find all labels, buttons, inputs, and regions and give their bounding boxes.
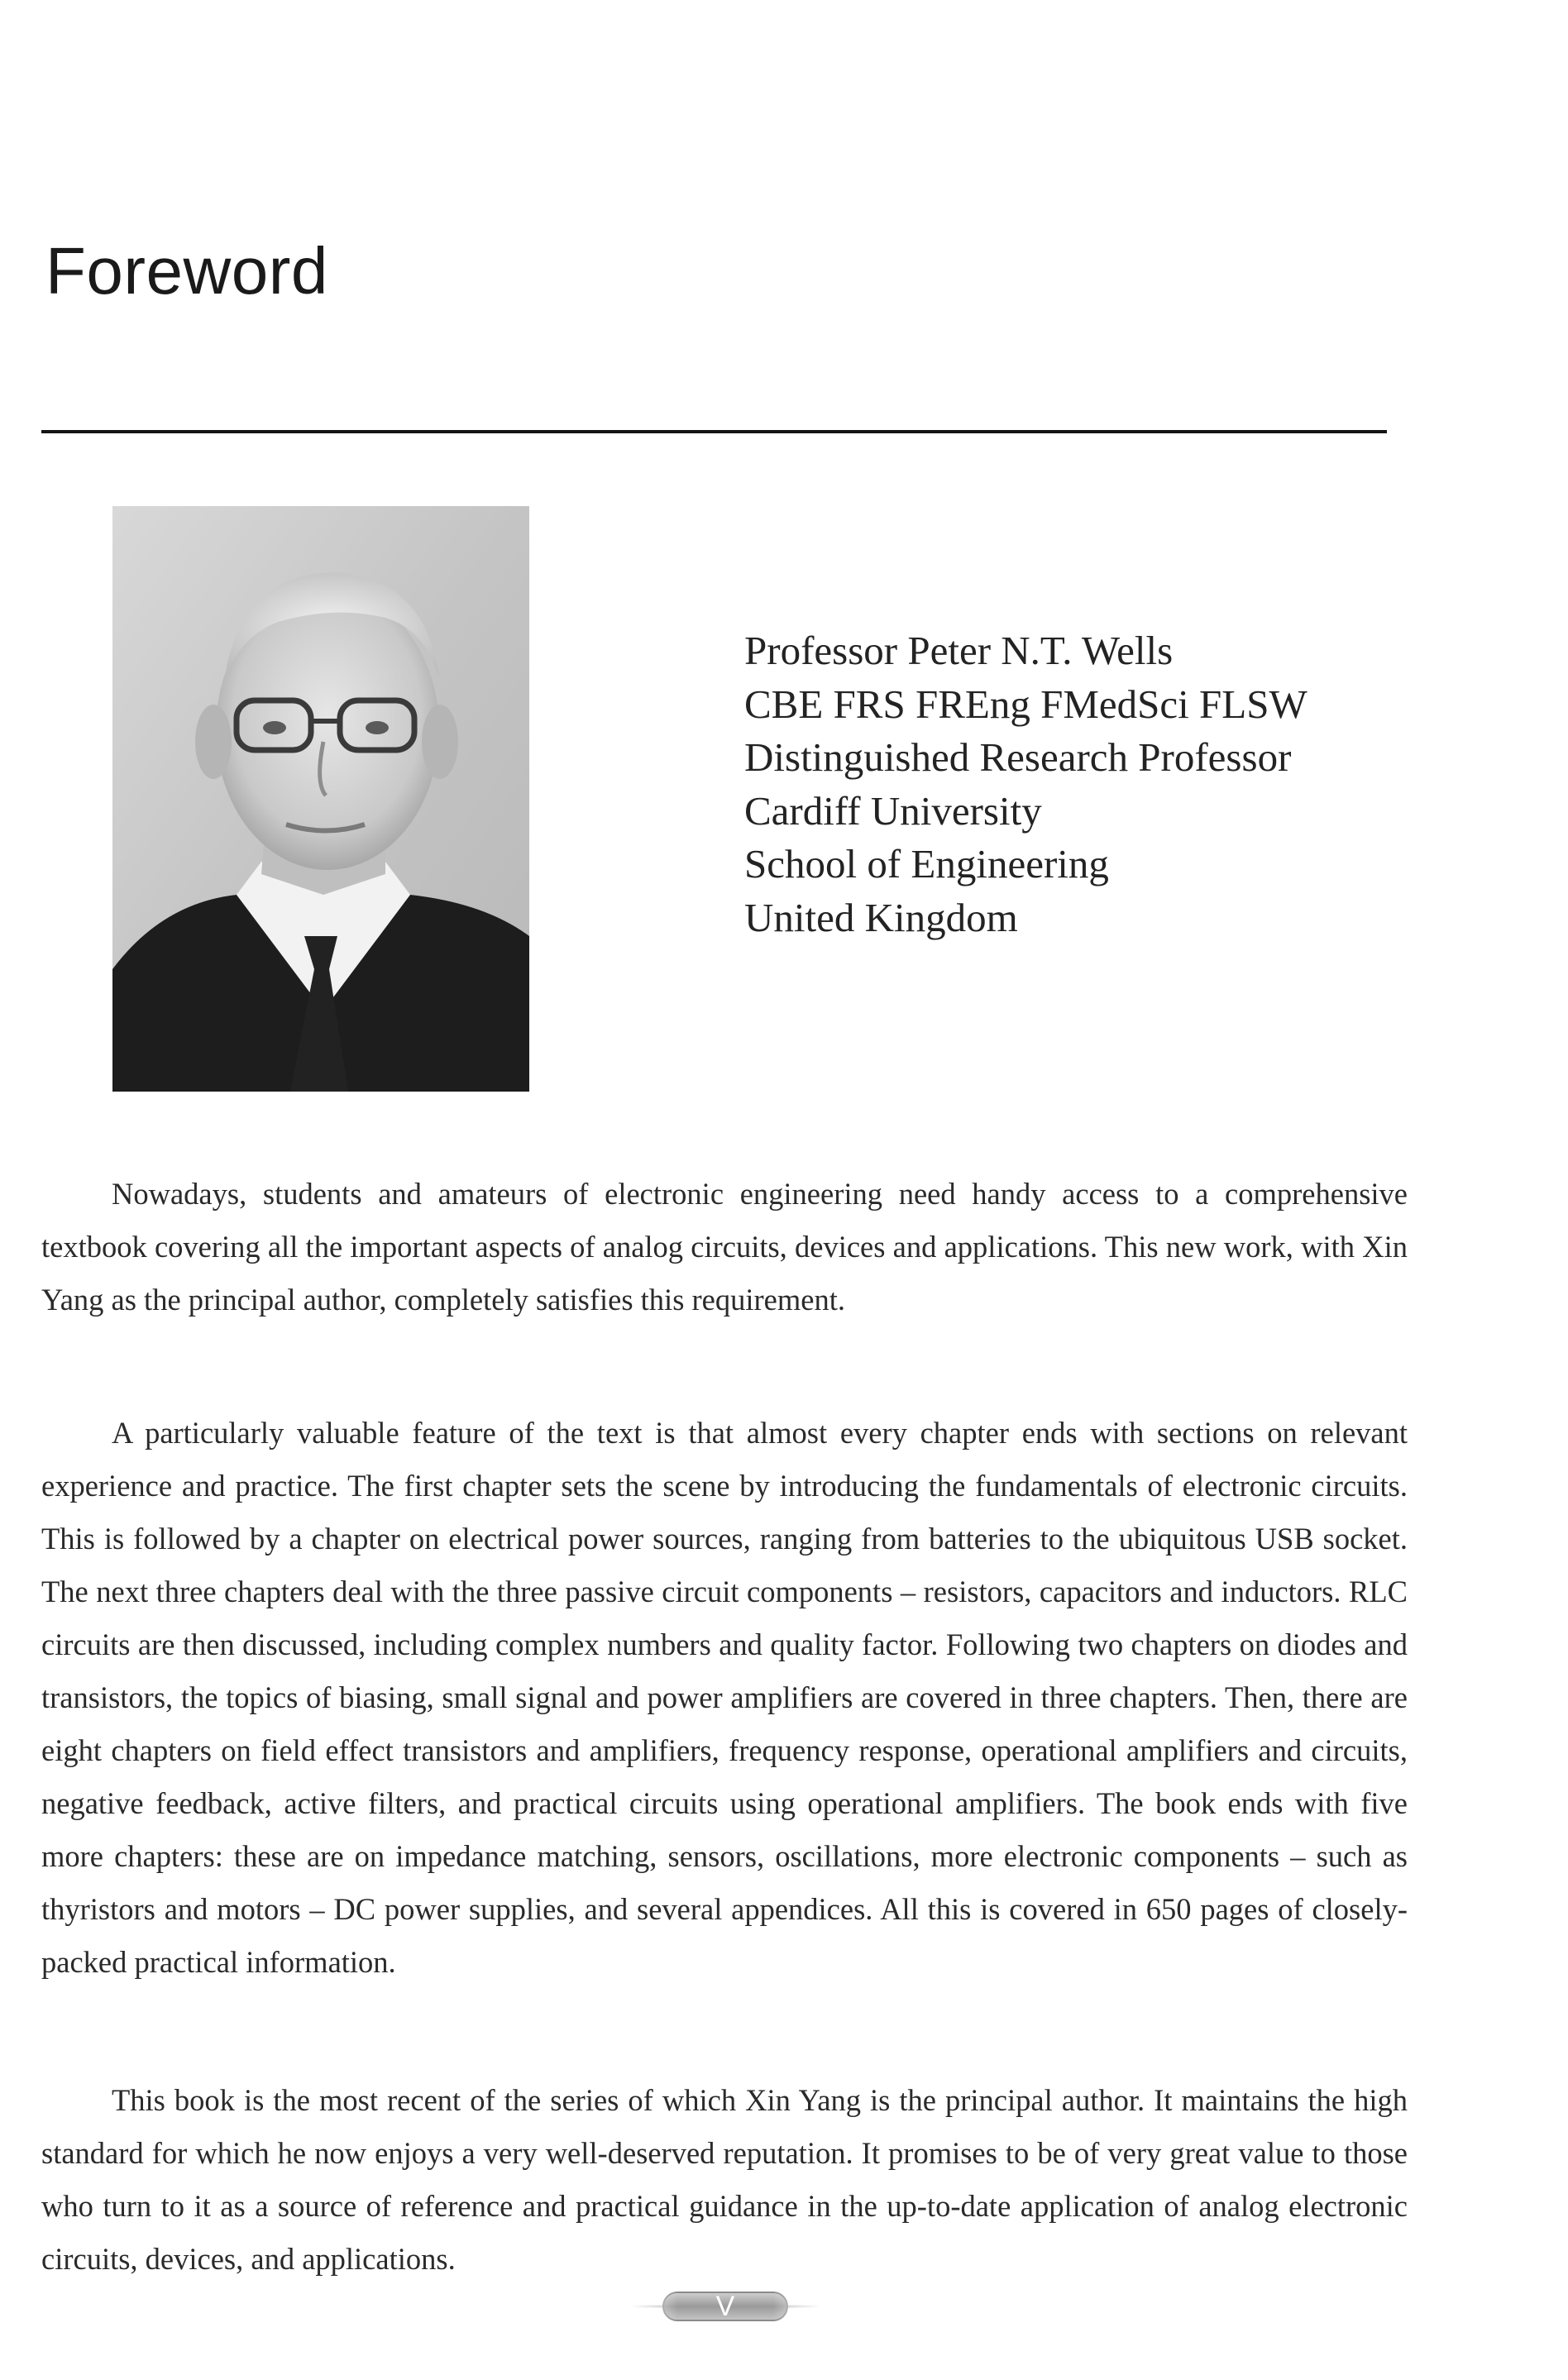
author-portrait	[112, 506, 529, 1092]
page-number: V	[715, 2290, 735, 2322]
author-position: Distinguished Research Professor	[744, 734, 1292, 780]
author-school: School of Engineering	[744, 841, 1109, 887]
foreword-paragraph: This book is the most recent of the series of which Xin Yang is the principal author. It maintains the high standard for which he now enjoys a very well-deserved reputation. It promises to be of very great value to those who turn to it as a source of reference and practical guidance in the up-to-date application of analog electronic circuits, devices, and applications.	[41, 2083, 1408, 2276]
foreword-paragraph-2-block	[41, 1407, 1408, 1989]
foreword-paragraph: A particularly valuable feature of the text is that almost every chapter ends with sections on relevant experience and practice. The first chapter sets the scene by introducing the fundamentals of electronic circuits. This is followed by a chapter on electrical power sources, ranging from batteries to the ubiquitous USB socket. The next three chapters deal with the three passive circuit components – resistors, capacitors and inductors. RLC circuits are then discussed, including complex numbers and quality factor. Following two chapters on diodes and transistors, the topics of biasing, small signal and power amplifiers are covered in three chapters. Then, there are eight chapters on field effect transistors and amplifiers, frequency response, operational amplifiers and circuits, negative feedback, active filters, and practical circuits using operational amplifiers. The book ends with five more chapters: these are on impedance matching, sensors, oscillations, more electronic components – such as thyristors and motors – DC power supplies, and several appendices. All this is covered in 650 pages of closely-packed practical information.	[41, 1416, 1408, 1979]
foreword-paragraph: Nowadays, students and amateurs of electronic engineering need handy access to a comprehensive textbook covering all the important aspects of analog circuits, devices and applications. This new work, with Xin Yang as the principal author, completely satisfies this requirement.	[41, 1177, 1408, 1317]
author-honours: CBE FRS FREng FMedSci FLSW	[744, 681, 1307, 727]
author-institution: Cardiff University	[744, 787, 1042, 834]
title-divider	[41, 430, 1387, 433]
page-title: Foreword	[45, 234, 328, 308]
author-country: United Kingdom	[744, 894, 1018, 940]
author-name: Professor Peter N.T. Wells	[744, 628, 1174, 673]
foreword-paragraph-3-block	[41, 2074, 1408, 2286]
author-details	[744, 624, 1307, 944]
foreword-paragraph-1-block	[41, 1168, 1408, 1326]
portrait-image	[112, 506, 529, 1092]
